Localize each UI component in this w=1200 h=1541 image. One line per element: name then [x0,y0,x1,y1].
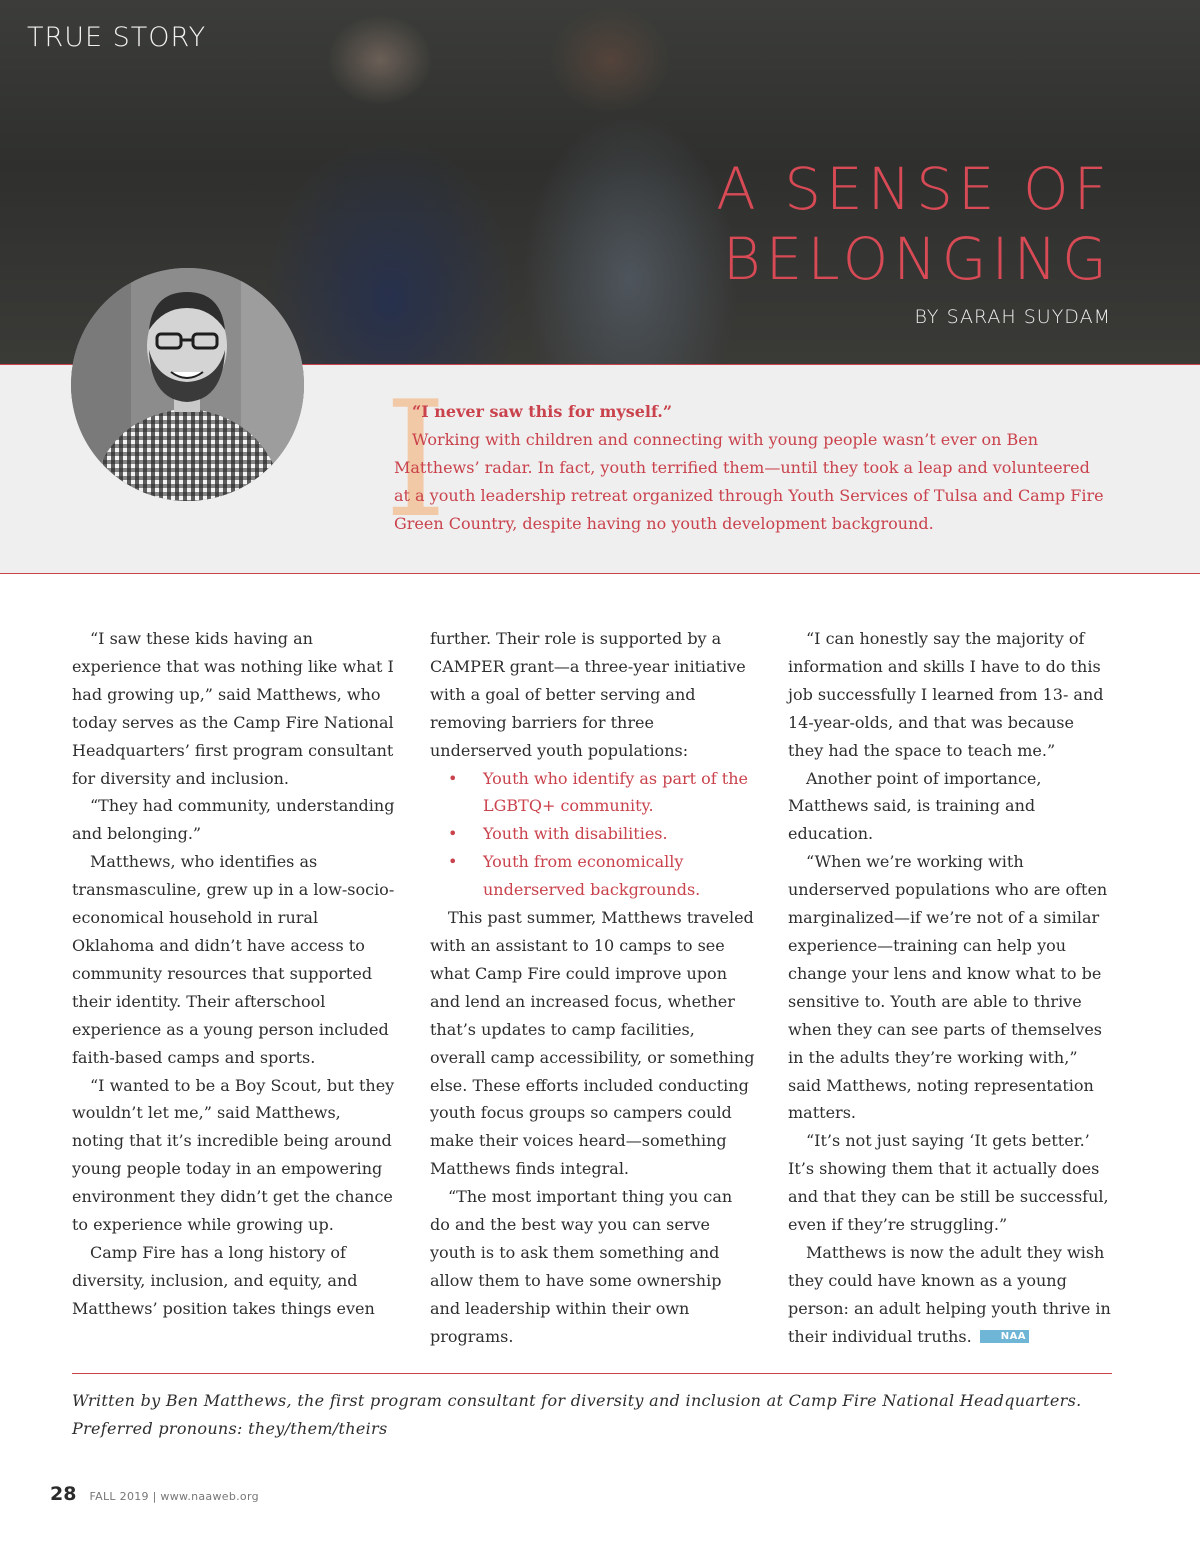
paragraph: Camp Fire has a long history of diversity, inclusion, and equity, and Matthews’ position takes things even [72,1242,375,1318]
paragraph: “I wanted to be a Boy Scout, but they wouldn’t let me,” said Matthews, noting that it’s incredible being around young people today in an empowering environment they didn’t get the chance to experience while growing up. [72,1075,395,1235]
paragraph: Another point of importance, Matthews said, is training and education. [788,768,1042,844]
title-line-2: BELONGING [722,225,1112,293]
page-number: 28 [50,1483,77,1505]
paragraph: “When we’re working with underserved populations who are often marginalized—if we’re not of a similar experience—training can help you change your lens and know what to be sensitive to. Youth are able to thrive when they can see parts of themselves in the adults they’re working with,” said Matthews, noting representation matters. [788,852,1108,1123]
naa-end-mark-icon: NAA [980,1330,1029,1343]
final-paragraph-text: Matthews is now the adult they wish they could have known as a young person: an adult helping youth thrive in their individual truths. [788,1242,1111,1346]
bullet-icon: • [448,768,458,788]
paragraph: “The most important thing you can do and the best way you can serve youth is to ask them something and allow them to have some ownership and leadership within their own programs. [430,1187,733,1346]
intro-body: Working with children and connecting with young people wasn’t ever on Ben Matthews’ radar. In fact, youth terrified them—until they took a leap and volunteered at a youth leadership retreat organized through Youth Services of Tulsa and Camp Fire Green Country, despite having no youth development background. [394,430,1104,533]
final-paragraph [788,1239,1113,1351]
credit-line-1: Written by Ben Matthews, the first program consultant for diversity and inclusion at Camp Fire National Headquarters. [72,1391,1082,1410]
list-item-text: Youth from economically underserved backgrounds. [483,852,701,900]
list-item-text: Youth with disabilities. [483,824,668,844]
list-item [430,820,755,848]
paragraph: “They had community, understanding and belonging.” [72,796,395,844]
section-kicker: TRUE STORY [27,22,207,53]
list-item [430,765,755,821]
body-column-1 [72,625,397,1323]
intro-pull-quote: “I never saw this for myself.” [412,402,673,421]
article-title [716,154,1112,294]
body-column-3 [788,625,1113,1351]
credit-divider [72,1373,1112,1374]
list-item-text: Youth who identify as part of the LGBTQ+ community. [483,768,748,816]
paragraph: “I can honestly say the majority of information and skills I have to do this job successfully I learned from 13- and 14-year-olds, and that was because they had the space to teach me.” [788,629,1104,760]
list-item [430,848,755,904]
population-list [430,765,755,905]
credit-line-2: Preferred pronouns: they/them/theirs [72,1419,388,1438]
body-column-2 [430,625,755,1351]
paragraph: “I saw these kids having an experience that was nothing like what I had growing up,” said Matthews, who today serves as the Camp Fire National Headquarters’ first program consultant for diversity and inclusion. [72,629,394,788]
intro-deck [394,398,1110,538]
portrait-illustration [71,268,304,501]
title-line-1: A SENSE OF [716,155,1112,223]
issue-and-website: FALL 2019 | www.naaweb.org [89,1490,259,1503]
author-portrait [71,268,304,501]
paragraph-continued: further. Their role is supported by a CAMPER grant—a three-year initiative with a goal of better serving and removing barriers for three underserved youth populations: [430,629,746,760]
author-credit [72,1387,1132,1443]
bullet-icon: • [448,824,458,844]
intro-dropcap: I [384,366,448,553]
bullet-icon: • [448,852,458,872]
byline: BY SARAH SUYDAM [914,306,1111,328]
page-footer [50,1483,259,1505]
paragraph: “It’s not just saying ‘It gets better.’ It’s showing them that it actually does and that they can be still be successful, even if they’re struggling.” [788,1131,1109,1235]
paragraph: This past summer, Matthews traveled with an assistant to 10 camps to see what Camp Fire could improve upon and lend an increased focus, whether that’s updates to camp facilities, overall camp accessibility, or something else. These efforts included conducting youth focus groups so campers could make their voices heard—something Matthews finds integral. [430,908,755,1179]
paragraph: Matthews, who identifies as transmasculine, grew up in a low-socio-economical household in rural Oklahoma and didn’t have access to community resources that supported their identity. Their afterschool experience as a young person included faith-based camps and sports. [72,852,395,1067]
